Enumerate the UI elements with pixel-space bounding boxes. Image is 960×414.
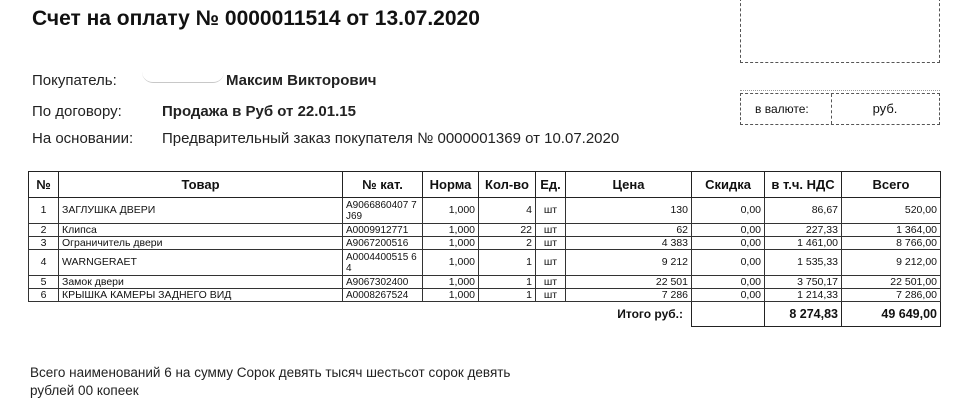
- row-quantity: 4: [479, 198, 536, 224]
- row-norm: 1,000: [423, 237, 479, 250]
- row-discount: 0,00: [692, 237, 765, 250]
- row-catalog: A0004400515 64: [343, 250, 423, 276]
- row-norm: 1,000: [423, 276, 479, 289]
- row-total: 8 766,00: [842, 237, 941, 250]
- row-number: 3: [29, 237, 59, 250]
- row-number: 4: [29, 250, 59, 276]
- totals-label: Итого руб.:: [617, 306, 683, 321]
- row-total: 1 364,00: [842, 224, 941, 237]
- header-norm: Норма: [423, 172, 479, 198]
- totals-vat: 8 274,83: [765, 302, 842, 327]
- row-vat: 86,67: [765, 198, 842, 224]
- buyer-label: Покупатель:: [32, 72, 117, 89]
- row-discount: 0,00: [692, 224, 765, 237]
- contract-label: По договору:: [32, 103, 122, 120]
- stamp-strip: [740, 64, 940, 91]
- row-price: 4 383: [566, 237, 692, 250]
- row-unit: шт: [536, 224, 566, 237]
- row-unit: шт: [536, 289, 566, 302]
- basis-label: На основании:: [32, 130, 134, 147]
- row-catalog: A9067302400: [343, 276, 423, 289]
- header-vat: в т.ч. НДС: [765, 172, 842, 198]
- row-number: 5: [29, 276, 59, 289]
- row-discount: 0,00: [692, 276, 765, 289]
- row-catalog: A0008267524: [343, 289, 423, 302]
- row-norm: 1,000: [423, 224, 479, 237]
- header-discount: Скидка: [692, 172, 765, 198]
- totals-row: [29, 302, 941, 327]
- row-price: 62: [566, 224, 692, 237]
- row-vat: 227,33: [765, 224, 842, 237]
- row-quantity: 1: [479, 289, 536, 302]
- totals-discount-cell: [692, 302, 765, 327]
- row-unit: шт: [536, 276, 566, 289]
- basis-value: Предварительный заказ покупателя № 0000001369 от 10.07.2020: [162, 130, 620, 147]
- header-price: Цена: [566, 172, 692, 198]
- currency-box: [740, 93, 940, 125]
- redacted-surname-mark: [142, 72, 224, 83]
- row-total: 22 501,00: [842, 276, 941, 289]
- row-price: 22 501: [566, 276, 692, 289]
- header-catalog: № кат.: [343, 172, 423, 198]
- currency-label: в валюте:: [755, 102, 809, 116]
- currency-value: руб.: [872, 101, 898, 116]
- row-catalog: A9067200516: [343, 237, 423, 250]
- contract-value: Продажа в Руб от 22.01.15: [162, 103, 356, 120]
- table-row: [29, 289, 941, 302]
- row-vat: 1 214,33: [765, 289, 842, 302]
- buyer-field: [32, 72, 377, 89]
- row-discount: 0,00: [692, 250, 765, 276]
- table-row: [29, 276, 941, 289]
- table-row: [29, 237, 941, 250]
- table-row: [29, 224, 941, 237]
- header-number: №: [29, 172, 59, 198]
- row-total: 7 286,00: [842, 289, 941, 302]
- row-norm: 1,000: [423, 289, 479, 302]
- row-vat: 1 535,33: [765, 250, 842, 276]
- row-item: WARNGERAET: [59, 250, 343, 276]
- header-quantity: Кол-во: [479, 172, 536, 198]
- row-quantity: 1: [479, 276, 536, 289]
- row-discount: 0,00: [692, 289, 765, 302]
- invoice-title: Счет на оплату № 0000011514 от 13.07.2020: [32, 7, 480, 30]
- row-price: 7 286: [566, 289, 692, 302]
- header-unit: Ед.: [536, 172, 566, 198]
- row-price: 9 212: [566, 250, 692, 276]
- row-item: Клипса: [59, 224, 343, 237]
- row-item: ЗАГЛУШКА ДВЕРИ: [59, 198, 343, 224]
- header-total: Всего: [842, 172, 941, 198]
- table-row: [29, 250, 941, 276]
- row-catalog: A9066860407 7J69: [343, 198, 423, 224]
- row-vat: 3 750,17: [765, 276, 842, 289]
- contract-field: [32, 103, 356, 120]
- row-discount: 0,00: [692, 198, 765, 224]
- stamp-box: [740, 0, 940, 63]
- row-item: Ограничитель двери: [59, 237, 343, 250]
- header-item: Товар: [59, 172, 343, 198]
- row-total: 520,00: [842, 198, 941, 224]
- row-quantity: 1: [479, 250, 536, 276]
- row-number: 1: [29, 198, 59, 224]
- row-quantity: 2: [479, 237, 536, 250]
- row-norm: 1,000: [423, 198, 479, 224]
- row-number: 6: [29, 289, 59, 302]
- row-total: 9 212,00: [842, 250, 941, 276]
- row-quantity: 22: [479, 224, 536, 237]
- basis-field: [32, 130, 620, 147]
- amount-in-words: Всего наименований 6 на сумму Сорок девять тысяч шестьсот сорок девять рублей 00 копеек: [30, 365, 511, 398]
- items-table: [28, 171, 941, 327]
- table-row: [29, 198, 941, 224]
- table-header-row: [29, 172, 941, 198]
- row-catalog: A0009912771: [343, 224, 423, 237]
- row-vat: 1 461,00: [765, 237, 842, 250]
- row-unit: шт: [536, 198, 566, 224]
- row-item: КРЫШКА КАМЕРЫ ЗАДНЕГО ВИД: [59, 289, 343, 302]
- row-norm: 1,000: [423, 250, 479, 276]
- row-price: 130: [566, 198, 692, 224]
- row-unit: шт: [536, 237, 566, 250]
- buyer-value: Максим Викторович: [226, 72, 377, 89]
- row-item: Замок двери: [59, 276, 343, 289]
- row-number: 2: [29, 224, 59, 237]
- row-unit: шт: [536, 250, 566, 276]
- totals-sum: 49 649,00: [842, 302, 941, 327]
